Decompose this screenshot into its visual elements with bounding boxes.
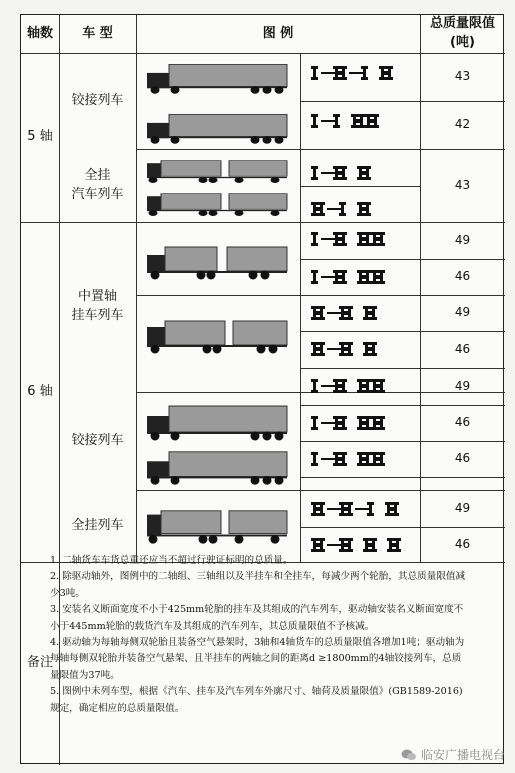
truck-icon xyxy=(143,448,293,486)
limit-value: 49 xyxy=(454,378,471,393)
limit-value: 43 xyxy=(454,69,471,84)
header-weight-limit: 总质量限值 (吨) xyxy=(429,16,495,50)
limit-value: 43 xyxy=(454,177,471,192)
axle-diagram xyxy=(311,303,411,323)
limit-value: 46 xyxy=(454,536,471,551)
axle-diagram xyxy=(311,229,411,249)
vehicle-type-full-trailer-5: 全挂 汽车列车 xyxy=(71,167,124,202)
truck-icon xyxy=(143,61,293,95)
limit-value: 46 xyxy=(454,415,471,430)
limit-value xyxy=(420,477,505,490)
limit-value: 49 xyxy=(454,232,471,247)
remarks-label: 备注 xyxy=(26,655,53,671)
truck-icon xyxy=(143,111,293,145)
vehicle-type-center-axle-6: 中置轴 挂车列车 xyxy=(71,289,124,323)
limit-value: 46 xyxy=(454,451,471,466)
axle-diagram xyxy=(311,449,411,469)
axle-diagram xyxy=(311,199,411,219)
vehicle-type-articulated-6: 铰接列车 xyxy=(71,432,124,448)
truck-icon xyxy=(143,507,293,545)
limit-value: 49 xyxy=(454,305,471,320)
remark-item: 4. 驱动轴为每轴每侧双轮胎且装备空气悬架时，3轴和4轴货车的总质量限值各增加1吨；驱动轴为每轴每侧双轮胎并装备空气悬架、且半挂车的两轴之间的距离d ≥1800mm的4轴铰接列车，总质量限值为37吨。 xyxy=(50,637,465,681)
truck-icon xyxy=(143,315,293,355)
wechat-icon xyxy=(401,748,417,762)
limit-value: 42 xyxy=(454,117,471,132)
remark-item: 2. 除驱动轴外，图例中的二轴组、三轴组以及半挂车和全挂车，每减少两个轮胎，其总质量限值减少3吨。 xyxy=(50,571,466,599)
axle-count-6: 6 轴 xyxy=(27,383,53,399)
axle-diagram xyxy=(311,376,411,396)
axle-diagram xyxy=(311,111,411,131)
header-vehicle-type: 车 型 xyxy=(82,25,113,41)
limit-value: 46 xyxy=(454,269,471,284)
limit-value: 49 xyxy=(454,500,471,515)
vehicle-type-full-trailer-6: 全挂列车 xyxy=(71,517,124,533)
axle-diagram xyxy=(311,535,411,555)
axle-diagram xyxy=(311,413,411,433)
axle-diagram xyxy=(311,163,411,183)
watermark: 临安广播电视台 xyxy=(401,746,505,763)
axle-diagram xyxy=(311,339,411,359)
remark-item: 5. 图例中未列车型，根据《汽车、挂车及汽车列车外廓尺寸、轴荷及质量限值》(GB1589-2016)规定，确定相应的总质量限值。 xyxy=(50,686,463,714)
vehicle-type-articulated-5: 铰接列车 xyxy=(71,92,124,108)
axle-count-5: 5 轴 xyxy=(27,129,53,145)
truck-icon xyxy=(143,241,293,281)
axle-diagram xyxy=(311,267,411,287)
truck-icon xyxy=(143,158,293,184)
truck-icon xyxy=(143,191,293,217)
truck-icon xyxy=(143,402,293,442)
axle-diagram xyxy=(311,63,411,83)
limit-value: 46 xyxy=(454,341,471,356)
remarks-text xyxy=(50,553,468,717)
header-diagram: 图 例 xyxy=(262,25,294,41)
axle-diagram xyxy=(311,499,411,519)
remark-item: 3. 安装名义断面宽度不小于425mm轮胎的挂车及其组成的汽车列车，驱动轴安装名义断面宽度不小于445mm轮胎的载货汽车及其组成的汽车列车，其总质量限值不予核减。 xyxy=(50,604,464,632)
header-axles: 轴数 xyxy=(26,25,53,41)
remark-item: 1. 二轴货车车货总重还应当不超过行驶证标明的总质量。 xyxy=(50,555,293,566)
